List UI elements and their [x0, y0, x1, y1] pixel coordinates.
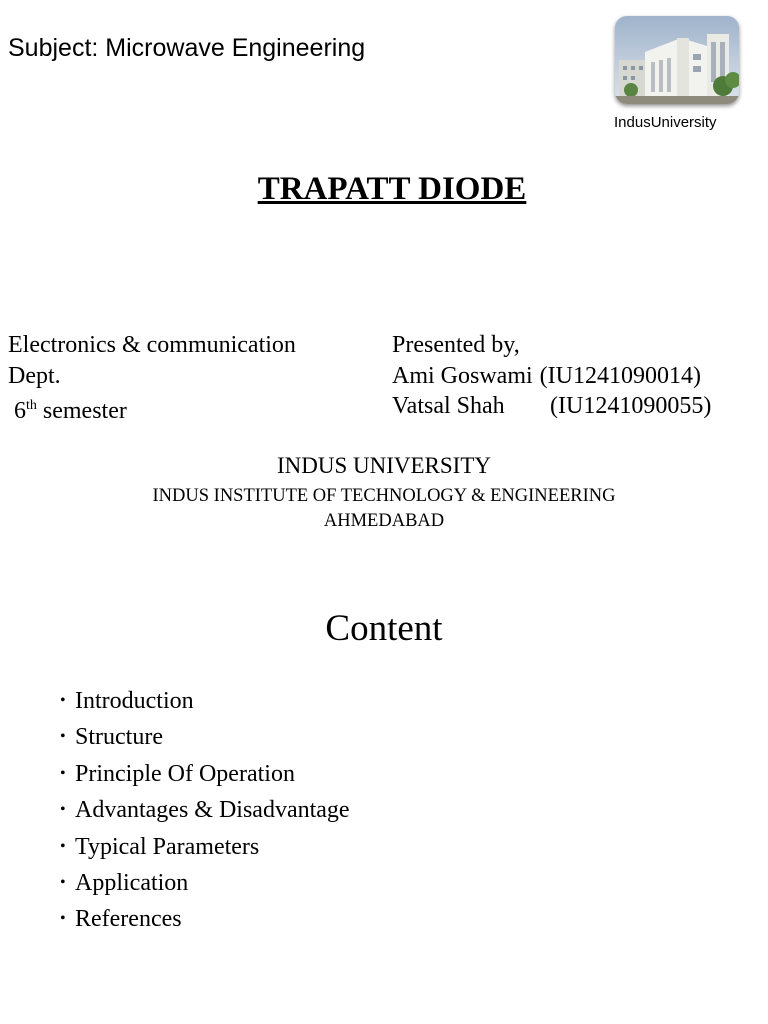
subject-heading: Subject: Microwave Engineering [8, 34, 366, 62]
logo-caption: IndusUniversity [614, 114, 717, 131]
list-item [60, 759, 350, 795]
list-item-label: Application [75, 869, 189, 896]
department-line-1: Electronics & communication [8, 332, 296, 358]
presenter-name: Vatsal Shah [392, 393, 505, 419]
semester-line [8, 391, 296, 427]
semester-word: semester [36, 398, 127, 424]
bullet: • [60, 910, 66, 928]
list-item [60, 832, 350, 868]
institute-city: AHMEDABAD [323, 511, 445, 531]
semester-number: 6 [14, 398, 26, 424]
list-item [60, 722, 350, 758]
presenter-row [392, 391, 711, 422]
list-item-label: Structure [75, 724, 163, 751]
bullet: • [60, 692, 66, 709]
institute-name: INDUS INSTITUTE OF TECHNOLOGY & ENGINEERING [152, 486, 616, 506]
bullet: • [60, 837, 66, 855]
bullet: • [60, 764, 66, 782]
list-item [60, 904, 350, 940]
content-heading: Content [325, 608, 443, 649]
list-item [60, 686, 350, 722]
university-logo [615, 16, 739, 104]
presentation-title: TRAPATT DIODE [257, 171, 527, 207]
university-name: INDUS UNIVERSITY [276, 453, 492, 478]
bullet: • [60, 801, 66, 819]
institute-block [0, 484, 768, 534]
department-line-2: Dept. [8, 362, 61, 389]
presenter-id: (IU1241090055) [550, 393, 712, 419]
list-item-label: Introduction [75, 688, 194, 714]
semester-suffix: th [26, 398, 37, 413]
department-info [8, 330, 296, 427]
presented-by-heading: Presented by, [392, 332, 520, 358]
presenter-name: Ami Goswami [392, 362, 533, 389]
bullet: • [60, 728, 66, 746]
list-item-label: Principle Of Operation [75, 760, 295, 787]
list-item-label: Advantages & Disadvantage [75, 797, 350, 824]
university-building-image [615, 16, 739, 104]
list-item [60, 795, 350, 831]
presenters-info [392, 330, 711, 422]
bullet: • [60, 873, 66, 891]
list-item-label: Typical Parameters [75, 833, 260, 860]
presenter-id: (IU1241090014) [539, 362, 701, 389]
list-item [60, 868, 350, 904]
list-item-label: References [75, 906, 182, 933]
presenter-row [392, 361, 711, 392]
content-list [60, 686, 350, 941]
